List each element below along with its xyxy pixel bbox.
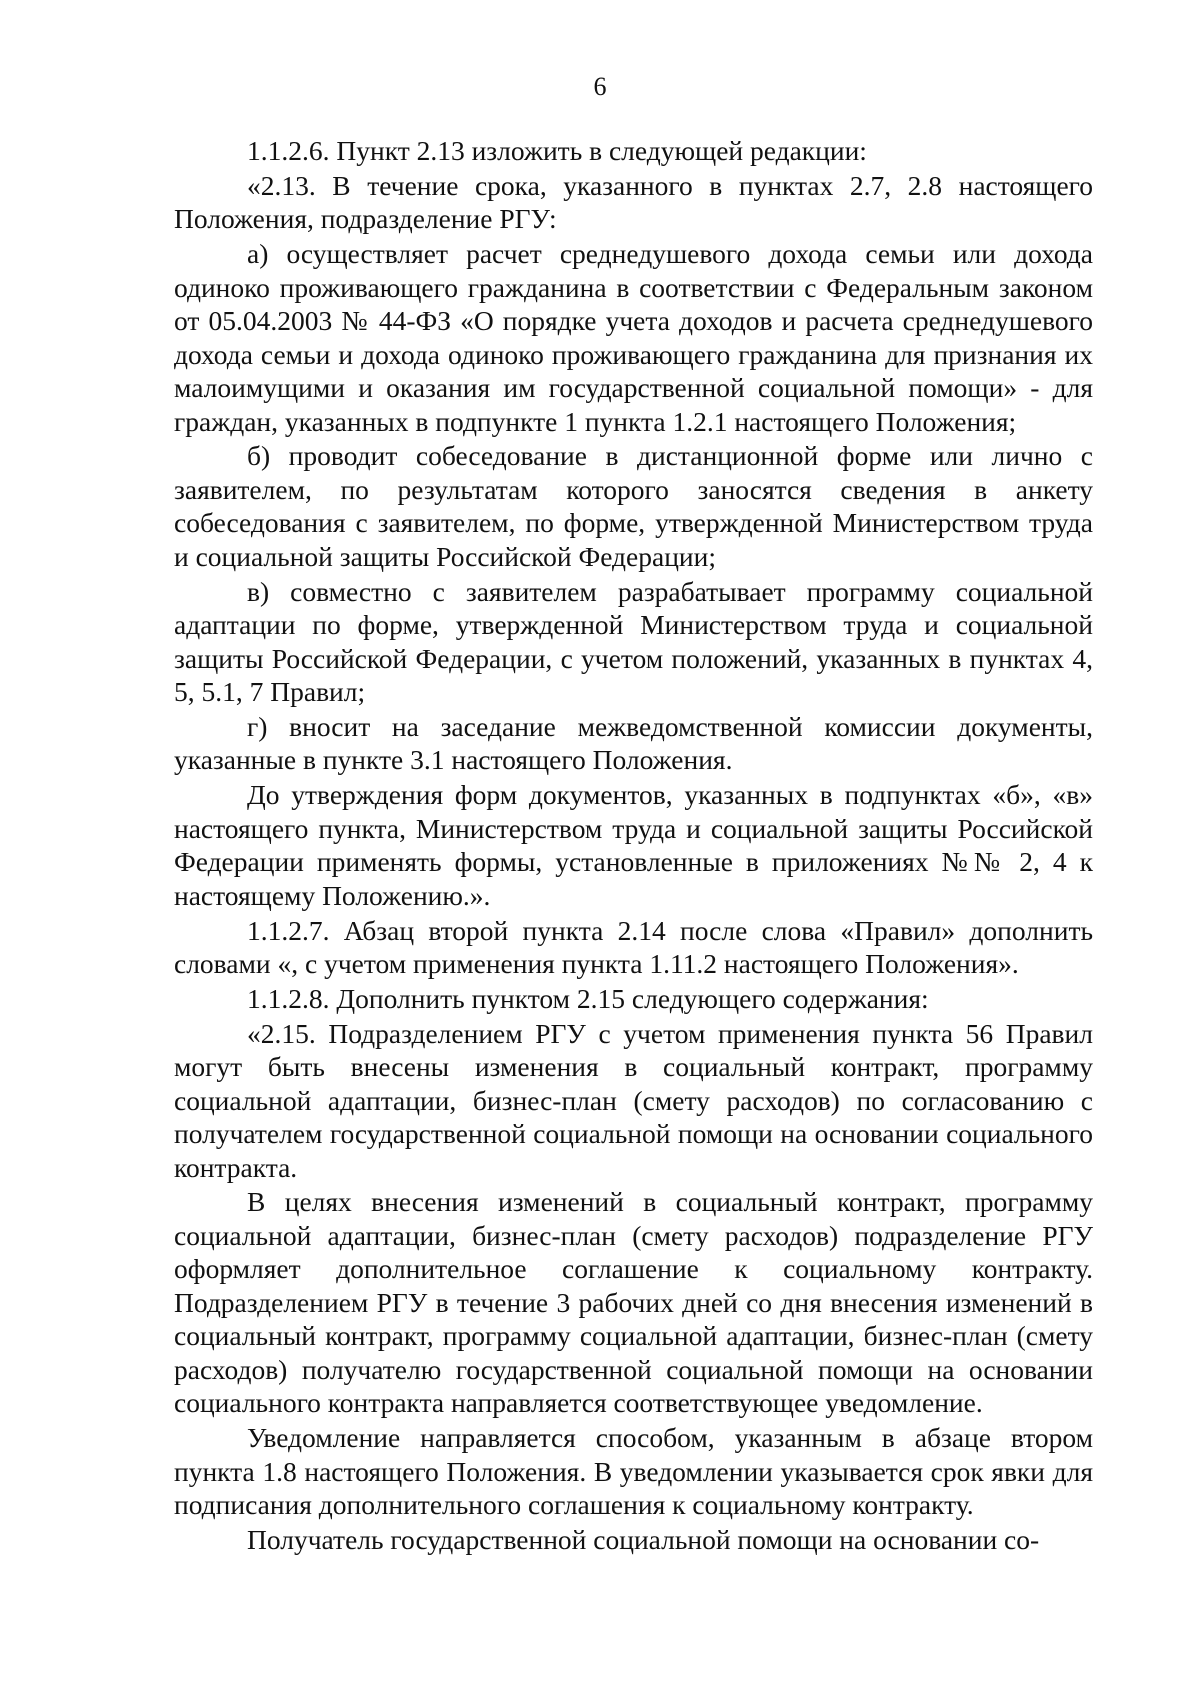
paragraph-item-b: б) проводит собеседование в дистанционной форме или лично с заявителем, по результатам которого заносятся сведения в анкету собеседования с заявителем, по форме, утвержденной Министерством труда и социальной защиты Российской Федерации; (174, 440, 1093, 572)
paragraph-2-13-intro: «2.13. В течение срока, указанного в пунктах 2.7, 2.8 настоящего Положения, подразделение РГУ: (174, 169, 1093, 235)
document-body (174, 134, 1093, 1558)
paragraph-notification: Уведомление направляется способом, указанным в абзаце втором пункта 1.8 настоящего Положения. В уведомлении указывается срок явки для подписания дополнительного соглашения к социальному контракту. (174, 1422, 1093, 1521)
paragraph-1-1-2-8: 1.1.2.8. Дополнить пунктом 2.15 следующего содержания: (247, 982, 929, 1014)
page-number: 6 (593, 72, 607, 101)
paragraph-item-v: в) совместно с заявителем разрабатывает программу социальной адаптации по форме, утвержденной Министерством труда и социальной защиты Российской Федерации, с учетом положений, указанных в пунктах 4, 5, 5.1, 7 Правил; (174, 575, 1093, 708)
paragraph-2-15: «2.15. Подразделением РГУ с учетом применения пункта 56 Правил могут быть внесены изменения в социальный контракт, программу социальной адаптации, бизнес-план (смету расходов) по согласованию с получателем государственной социальной помощи на основании социального контракта. (174, 1017, 1093, 1183)
paragraph-item-a: а) осуществляет расчет среднедушевого дохода семьи или дохода одиноко проживающего гражданина в соответствии с Федеральным законом от 05.04.2003 № 44-ФЗ «О порядке учета доходов и расчета среднедушевого дохода семьи и дохода одиноко проживающего гражданина для признания их малоимущими и оказания им государственной социальной помощи» - для граждан, указанных в подпункте 1 пункта 1.2.1 настоящего Положения; (174, 238, 1093, 437)
paragraph-forms-note: До утверждения форм документов, указанных в подпунктах «б», «в» настоящего пункта, Министерством труда и социальной защиты Российской Федерации применять формы, установленные в приложениях №№ 2, 4 к настоящему Положению.». (174, 779, 1093, 911)
paragraph-amendments: В целях внесения изменений в социальный контракт, программу социальной адаптации, бизнес-план (смету расходов) подразделение РГУ оформляет дополнительное соглашение к социальному контракту. Подразделением РГУ в течение 3 рабочих дней со дня внесения изменений в социальный контракт, программу социальной адаптации, бизнес-план (смету расходов) получателю государственной социальной помощи на основании социального контракта направляется соответствующее уведомление. (174, 1186, 1093, 1419)
paragraph-recipient: Получатель государственной социальной помощи на основании со- (247, 1524, 1040, 1556)
paragraph-1-1-2-6: 1.1.2.6. Пункт 2.13 изложить в следующей редакции: (247, 135, 867, 166)
paragraph-item-g: г) вносит на заседание межведомственной комиссии документы, указанные в пункте 3.1 настоящего Положения. (174, 710, 1093, 776)
paragraph-1-1-2-7: 1.1.2.7. Абзац второй пункта 2.14 после слова «Правил» дополнить словами «, с учетом применения пункта 1.11.2 настоящего Положения». (174, 914, 1093, 980)
